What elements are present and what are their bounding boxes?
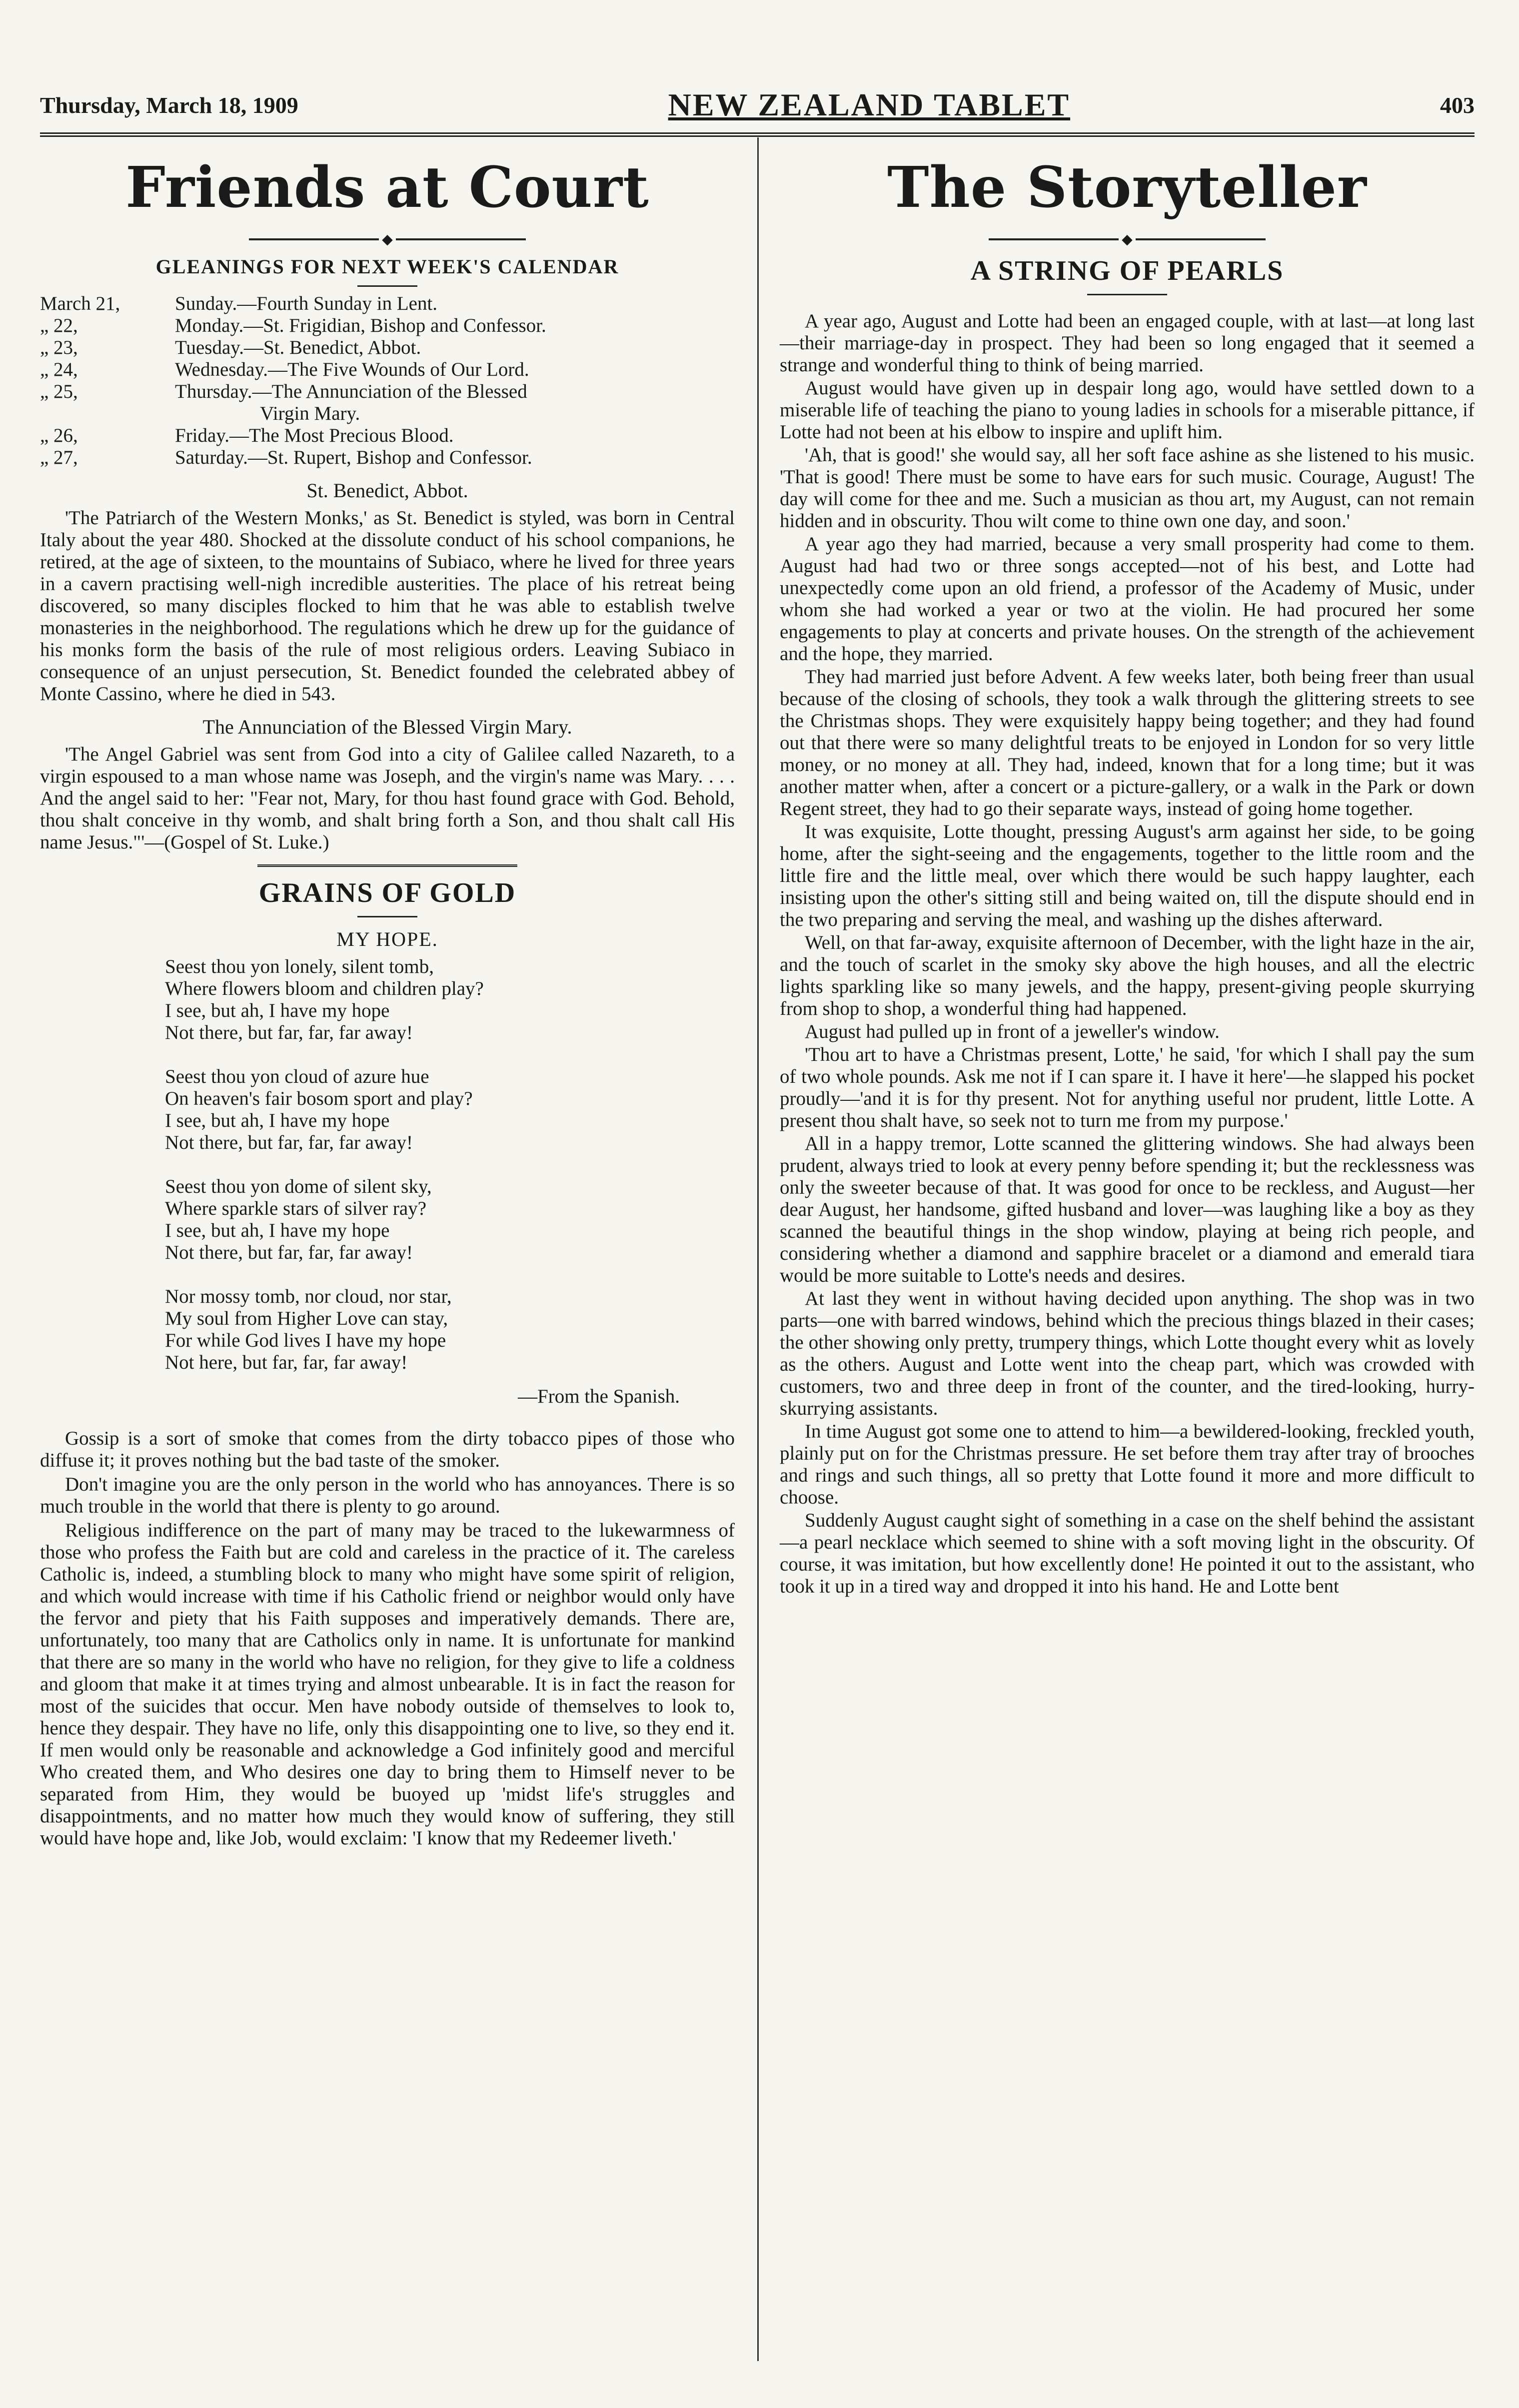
section-rule [257,864,517,867]
poem-title: MY HOPE. [336,927,438,950]
issue-date: Thursday, March 18, 1909 [40,92,298,118]
page-number: 403 [1440,92,1475,118]
story-paragraph: 'Ah, that is good!' she would say, all her soft face ashine as she listened to his music. 'That is good! There must be some to have ears for such music. Courage, August! The day will come for thee and me. Such a musician as thou art, my August, can not remain hidden and in obscurity. Thou wilt come to thine own one day, and soon.' [780,444,1475,532]
calendar-text: Thursday.—The Annunciation of the Blessed [175,380,527,402]
calendar-entry [40,403,735,425]
story-paragraph: All in a happy tremor, Lotte scanned the glittering windows. She had always been prudent, always tried to look at every penny before spending it; but the recklessness was only the sweeter because of that. It was good for once to be reckless, and August—her dear August, her handsome, gifted husband and lover—was laughing like a boy as they scanned the beautiful things in the shop window, playing at being rich people, and considering whether a diamond and sapphire bracelet or a diamond and emerald tiara would be more suitable to Lotte's needs and desires. [780,1132,1475,1286]
calendar-entry [40,425,735,447]
ornament-rule: ◆ [40,230,735,248]
calendar-date: „ 25, [40,380,78,402]
calendar-text: Monday.—St. Frigidian, Bishop and Confessor. [175,314,546,336]
story-paragraph: August would have given up in despair long ago, would have settled down to a miserable life of teaching the piano to young ladies in schools for a miserable pittance, if Lotte had not been at his elbow to inspire and uplift him. [780,377,1475,443]
calendar-entry [40,293,735,315]
column-divider [757,137,759,2361]
story-paragraph: In time August got some one to attend to him—a bewildered-looking, freckled youth, plainly put on for the Christmas pressure. He set before them tray after tray of brooches and rings and such things, all so pretty that Lotte found it more and more difficult to choose. [780,1420,1475,1508]
grains-of-gold-heading: GRAINS OF GOLD [258,877,516,908]
calendar-entry [40,337,735,359]
poem-line: Not there, but far, far, far away! [165,1241,413,1263]
poem-attribution: —From the Spanish. [518,1385,680,1407]
poem-line: I see, but ah, I have my hope [165,1219,390,1241]
story-heading: A STRING OF PEARLS [970,255,1284,286]
calendar-date: „ 24, [40,358,78,380]
poem-line: For while God lives I have my hope [165,1329,446,1351]
story-paragraph: A year ago, August and Lotte had been an engaged couple, with at last—at long last—their marriage-day in prospect. They had been so long engaged that it seemed a strange and wonderful thing to think of being married. [780,310,1475,376]
ornament-rule: ◆ [780,230,1475,248]
calendar-text: Friday.—The Most Precious Blood. [175,424,454,446]
poem-line: Seest thou yon cloud of azure hue [165,1065,429,1087]
poem-line: Where flowers bloom and children play? [165,977,484,999]
story-paragraph: Suddenly August caught sight of something in a case on the shelf behind the assistant—a pearl necklace which seemed to shine with a soft moving light in the obscurity. Of course, it was imitation, but how excellently done! He pointed it out to the assistant, who took it up in a tired way and dropped it into his hand. He and Lotte bent [780,1509,1475,1597]
masthead [40,80,1475,130]
poem-line: Not there, but far, far, far away! [165,1131,413,1153]
poem-line: Not here, but far, far, far away! [165,1351,408,1373]
gossip-paragraph: Gossip is a sort of smoke that comes from the dirty tobacco pipes of those who diffuse it; it proves nothing but the bad taste of the smoker. [40,1427,735,1471]
storyteller-title: The Storyteller [887,155,1367,220]
calendar-entry [40,359,735,381]
poem-line: On heaven's fair bosom sport and play? [165,1087,473,1109]
calendar-text: Saturday.—St. Rupert, Bishop and Confessor. [175,446,532,468]
calendar-text: Virgin Mary. [260,402,360,424]
story-paragraph: August had pulled up in front of a jeweller's window. [805,1020,1220,1042]
calendar-list [40,293,735,469]
story-paragraph: A year ago they had married, because a very small prosperity had come to them. August had had two or three songs accepted—not of his best, and Lotte had unexpectedly come upon an old friend, a professor of the Academy of Music, under whom she had worked a year or two at the violin. He had procured her some engagements to play at concerts and private houses. On the strength of the achievement and the hope, they married. [780,533,1475,665]
calendar-date: „ 27, [40,446,78,468]
calendar-entry [40,315,735,337]
story-paragraph: At last they went in without having decided upon anything. The shop was in two parts—one with barred windows, behind which the precious things blazed in their cases; the other showing only pretty, trumpery things, which Lotte thought every whit as lovely as the others. August and Lotte went into the cheap part, which was crowded with customers, two and three deep in front of the counter, and the tired-looking, hurry-skurrying assistants. [780,1287,1475,1419]
short-rule [1087,294,1167,295]
calendar-text: Wednesday.—The Five Wounds of Our Lord. [175,358,529,380]
poem-stanza [165,956,735,1044]
calendar-date: „ 23, [40,336,78,358]
paper-name: NEW ZEALAND TABLET [668,87,1071,122]
indifference-paragraph: Religious indifference on the part of many may be traced to the lukewarmness of those who profess the Faith but are cold and careless in the practice of it. The careless Catholic is, indeed, a stumbling block to many who might have some spirit of religion, and which would increase with time if his Catholic friend or neighbor would only have the fervor and piety that his Faith supposes and imperatively demands. There are, unfortunately, too many that are Catholics only in name. It is unfortunate for mankind that there are so many in the world who have no religion, for they give to life a coldness and gloom that make it at times trying and almost unbearable. It is in fact the reason for most of the suicides that occur. Men have nobody outside of themselves to look to, hence they despair. They have no life, only this disappointing one to live, so they end it. If men would only be reasonable and acknowledge a God infinitely good and merciful Who created them, and Who desires one day to bring them to Himself never to be separated from Him, they would be buoyed up 'midst life's struggles and disappointments, and no matter how much they would know of suffering, they still would have hope and, like Job, would exclaim: 'I know that my Redeemer liveth.' [40,1519,735,1849]
short-rule [357,285,417,287]
calendar-entry [40,381,735,403]
poem-stanza [165,1066,735,1154]
poem-line: Seest thou yon lonely, silent tomb, [165,955,434,977]
calendar-date [40,403,175,425]
poem-line: Nor mossy tomb, nor cloud, nor star, [165,1285,452,1307]
poem-line: Where sparkle stars of silver ray? [165,1197,427,1219]
friends-at-court-title: Friends at Court [125,155,649,220]
calendar-entry [40,447,735,469]
poem-line: Seest thou yon dome of silent sky, [165,1175,432,1197]
poem [40,956,735,1374]
annoyances-paragraph: Don't imagine you are the only person in the world who has annoyances. There is so much trouble in the world that there is plenty to go around. [40,1473,735,1517]
short-rule [357,916,417,917]
benedict-paragraph: 'The Patriarch of the Western Monks,' as St. Benedict is styled, was born in Central Italy about the year 480. Shocked at the dissolute conduct of his school companions, he retired, at the age of sixteen, to the mountains of Subiaco, where he lived for three years in a cavern practising well-nigh incredible austerities. The place of his retreat being discovered, so many disciples flocked to him that he was able to establish twelve monasteries in the neighborhood. The regulations which he drew up for the guidance of his monks form the basis of the rule of most religious orders. Leaving Subiaco in consequence of an unjust persecution, St. Benedict founded the celebrated abbey of Monte Cassino, where he died in 543. [40,507,735,705]
masthead-rule [40,132,1475,137]
poem-line: My soul from Higher Love can stay, [165,1307,448,1329]
poem-line: I see, but ah, I have my hope [165,999,390,1021]
poem-line: I see, but ah, I have my hope [165,1109,390,1131]
left-column [40,140,735,1851]
benedict-heading: St. Benedict, Abbot. [306,479,468,502]
calendar-date: „ 26, [40,424,78,446]
story-paragraph: Well, on that far-away, exquisite afternoon of December, with the light haze in the air, and the touch of scarlet in the smoky sky above the high houses, and all the electric lights sparkling like so many jewels, and the happy, present-giving people skurrying from shop to shop, a wonderful thing had happened. [780,931,1475,1019]
story-paragraph: 'Thou art to have a Christmas present, Lotte,' he said, 'for which I shall pay the sum of two whole pounds. Ask me not if I can spare it. I have it here'—he slapped his pocket proudly—'and it is for thy present. Not for anything useful nor prudent, little Lotte. A present thou shalt have, so seek not to turn me from my purpose.' [780,1043,1475,1131]
right-column [780,140,1475,1599]
story-paragraph: It was exquisite, Lotte thought, pressing August's arm against her side, to be going home, after the sight-seeing and the engagements, together to the little room and the little fire and the little meal, over which there would be such happy laughter, each insisting upon the other's sitting still and being waited on, till the dispute should end in the two preparing and serving the meal, and washing up the dishes afterward. [780,820,1475,930]
annunciation-heading: The Annunciation of the Blessed Virgin Mary. [202,715,572,738]
calendar-heading: GLEANINGS FOR NEXT WEEK'S CALENDAR [155,255,619,278]
poem-stanza [165,1286,735,1374]
calendar-text: Tuesday.—St. Benedict, Abbot. [175,336,421,358]
calendar-date: March 21, [40,292,120,314]
calendar-date: „ 22, [40,314,78,336]
calendar-text: Sunday.—Fourth Sunday in Lent. [175,292,438,314]
annunciation-paragraph: 'The Angel Gabriel was sent from God into a city of Galilee called Nazareth, to a virgin espoused to a man whose name was Joseph, and the virgin's name was Mary. . . . And the angel said to her: "Fear not, Mary, for thou hast found grace with God. Behold, thou shalt conceive in thy womb, and shalt bring forth a Son, and thou shalt call His name Jesus."'—(Gospel of St. Luke.) [40,743,735,853]
story-paragraph: They had married just before Advent. A few weeks later, both being freer than usual because of the closing of schools, they took a walk through the glittering streets to see the Christmas shops. They were exquisitely happy being together; and they had found out that there were so many delightful treats to be enjoyed in London for so very little money, or no money at all. They had, indeed, known that for a long time; but it was another matter when, after a concert or a picture-gallery, or a walk in the Park or down Regent street, they had to go their separate ways, instead of going home together. [780,666,1475,819]
poem-stanza [165,1176,735,1264]
poem-line: Not there, but far, far, far away! [165,1021,413,1043]
